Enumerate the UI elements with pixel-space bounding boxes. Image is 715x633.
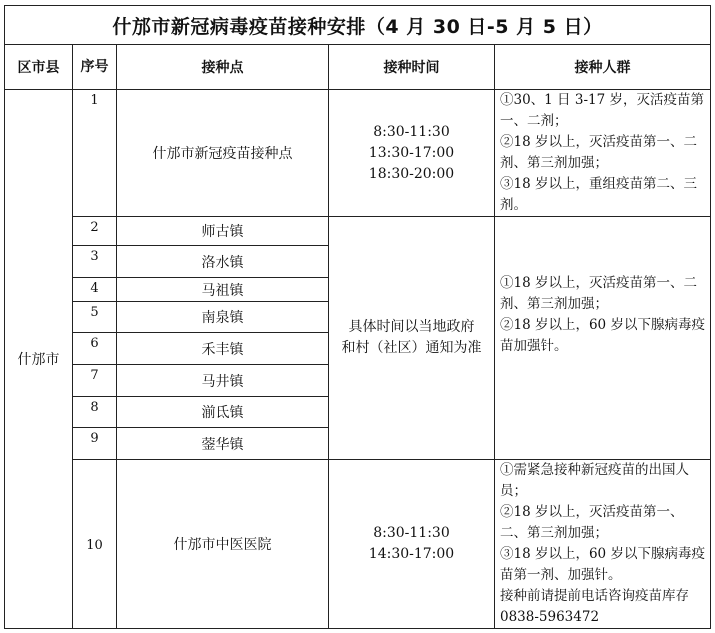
group-line: ①18 岁以上，灭活疫苗第一、二剂、第三剂加强； — [500, 275, 697, 312]
site-cell: 禾丰镇 — [117, 333, 329, 365]
time-line: 14:30-17:00 — [368, 546, 455, 562]
seq-cell: 4 — [73, 278, 117, 302]
header-row — [5, 45, 711, 90]
site-cell: 洛水镇 — [117, 246, 329, 278]
site-cell: 师古镇 — [117, 217, 329, 246]
time-cell-towns — [329, 217, 495, 460]
seq-cell: 8 — [73, 397, 117, 428]
group-line: 接种前请提前电话咨询疫苗库存 0838-5963472 — [500, 588, 703, 625]
seq-cell: 10 — [73, 460, 117, 629]
time-line: 具体时间以当地政府 — [348, 319, 475, 335]
group-line: ②18 岁以上，灭活疫苗第一、二、第三剂加强； — [500, 504, 684, 541]
header-site: 接种点 — [117, 45, 329, 90]
site-cell: 什邡市中医医院 — [117, 460, 329, 629]
seq-cell: 9 — [73, 428, 117, 460]
seq-cell: 7 — [73, 365, 117, 397]
group-cell-site1 — [495, 90, 711, 217]
time-cell-hospital — [329, 460, 495, 629]
group-line: ②18 岁以上，灭活疫苗第一、二剂、第三剂加强； — [500, 134, 697, 171]
header-group: 接种人群 — [495, 45, 711, 90]
seq-cell: 6 — [73, 333, 117, 365]
site-cell: 马祖镇 — [117, 278, 329, 302]
group-line: ②18 岁以上，60 岁以下腺病毒疫苗加强针。 — [500, 317, 705, 354]
time-line: 18:30-20:00 — [368, 165, 455, 182]
site-cell: 蓥华镇 — [117, 428, 329, 460]
table-row — [5, 460, 711, 629]
seq-cell: 1 — [73, 90, 117, 217]
time-line: 8:30-11:30 — [373, 525, 450, 541]
group-cell-towns — [495, 217, 711, 460]
district-cell: 什邡市 — [5, 90, 73, 629]
vaccination-schedule-table — [4, 5, 711, 629]
time-line: 和村（社区）通知为准 — [341, 340, 482, 356]
time-line: 8:30-11:30 — [373, 123, 450, 140]
group-cell-hospital — [495, 460, 711, 629]
seq-cell: 2 — [73, 217, 117, 246]
group-line: ③18 岁以上，60 岁以下腺病毒疫苗第一剂、加强针。 — [500, 546, 705, 583]
site-cell: 湔氐镇 — [117, 397, 329, 428]
group-line: ①需紧急接种新冠疫苗的出国人员； — [500, 462, 689, 499]
seq-cell: 5 — [73, 302, 117, 333]
seq-cell: 3 — [73, 246, 117, 278]
time-cell-site1 — [329, 90, 495, 217]
site-cell: 马井镇 — [117, 365, 329, 397]
site-cell: 南泉镇 — [117, 302, 329, 333]
table-row — [5, 217, 711, 246]
group-line: ①30、1 日 3-17 岁，灭活疫苗第一、二剂； — [500, 92, 704, 129]
site-cell: 什邡市新冠疫苗接种点 — [117, 90, 329, 217]
table-title: 什邡市新冠病毒疫苗接种安排（4 月 30 日-5 月 5 日） — [5, 6, 711, 45]
header-time: 接种时间 — [329, 45, 495, 90]
table-row — [5, 90, 711, 217]
header-district: 区市县 — [5, 45, 73, 90]
group-line: ③18 岁以上，重组疫苗第二、三剂。 — [500, 176, 697, 213]
group-block — [500, 273, 708, 357]
header-seq: 序号 — [73, 45, 117, 90]
time-line: 13:30-17:00 — [368, 144, 455, 161]
